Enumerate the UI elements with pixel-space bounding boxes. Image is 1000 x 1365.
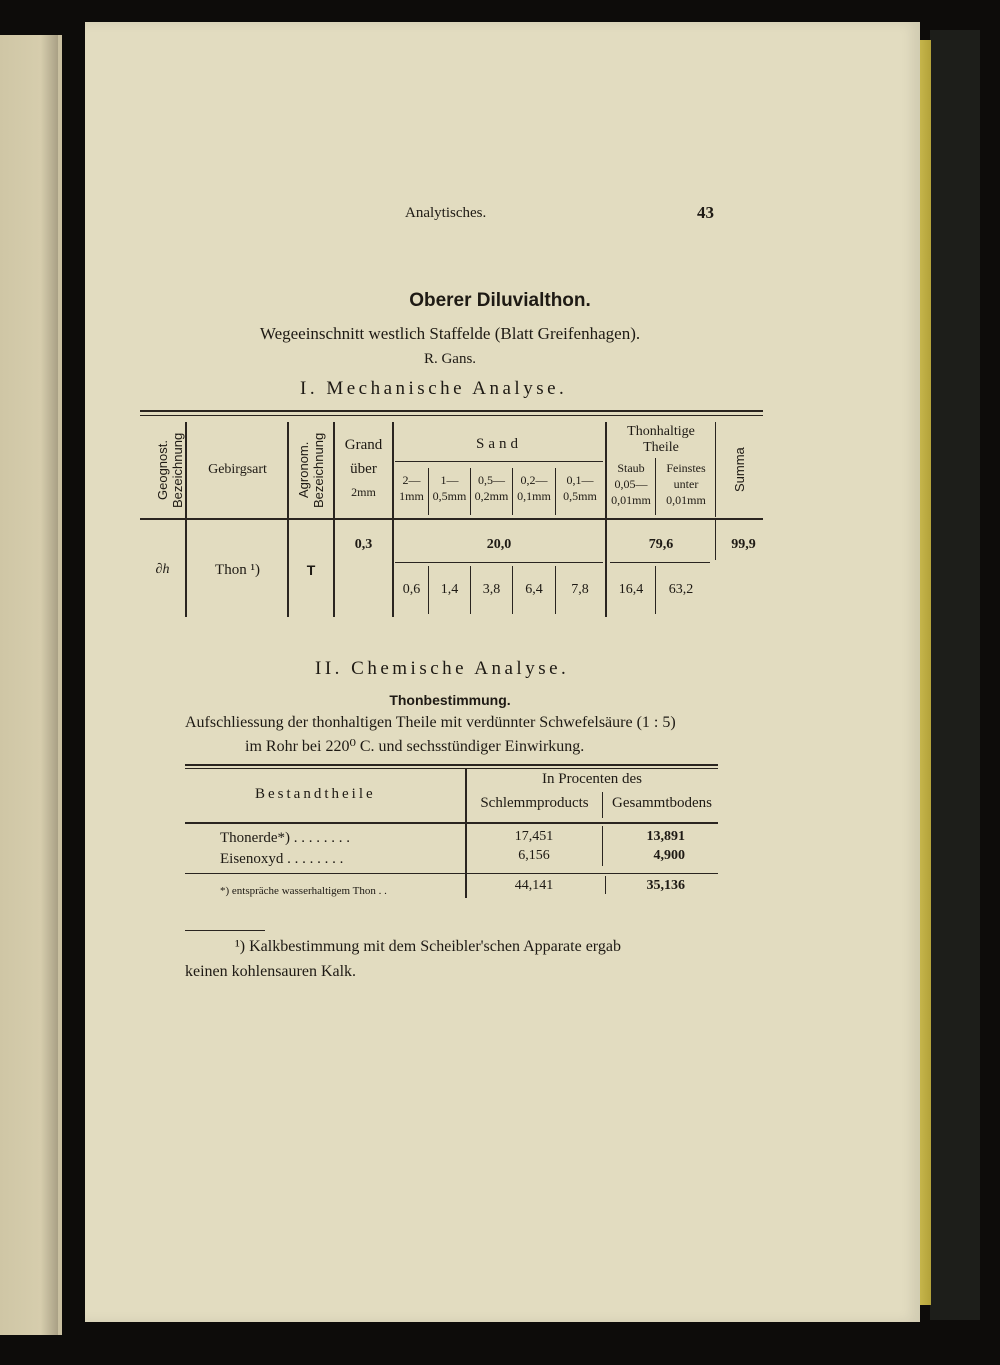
total-schlemm: 44,141 [514,878,554,893]
col-header-staub: Staub 0,05— 0,01mm [611,461,651,507]
author-line: R. Gans. [423,351,477,367]
row-gesammt: 4,900 [653,848,685,863]
location-line: Wegeeinschnitt westlich Staffelde (Blatt Greifenhagen). [259,324,641,343]
mechanical-analysis-heading: I. Mechanische Analyse. [300,378,568,399]
cell-grand: 0,3 [354,537,373,552]
running-title: Analytisches. [405,205,487,221]
col-header-percent: In Procenten des [542,771,642,787]
sand-range: 0,1— 0,5mm [563,473,597,503]
col-header-gesammt: Gesammtbodens [612,795,712,811]
cell-staub: 16,4 [618,582,644,597]
cell-sand-value: 1,4 [440,582,459,597]
col-header-geognost: Geognost. Bezeichnung [155,432,185,508]
col-header-grand-ueber: über [350,461,377,477]
col-header-agronom: Agronom. Bezeichnung [296,432,326,508]
cell-geognost: ∂h [155,562,170,577]
sand-range: 1— 0,5mm [432,473,467,503]
col-header-gebirgsart: Gebirgsart [208,462,267,477]
row-schlemm: 17,451 [514,829,554,844]
left-page [0,35,58,1335]
cell-sand-total: 20,0 [486,537,512,552]
footnote-line-2: keinen kohlensauren Kalk. [185,963,357,980]
row-gesammt: 13,891 [646,829,685,844]
section-title: Oberer Diluvialthon. [409,290,591,311]
sand-range: 2— 1mm [399,473,424,503]
cell-summa: 99,9 [731,537,756,552]
footnote-rule [185,930,265,931]
cell-thon-total: 79,6 [648,537,674,552]
page-number: 43 [697,203,714,222]
chemical-analysis-heading: II. Chemische Analyse. [315,658,570,679]
row-name: Eisenoxyd . . . . . . . . [220,851,344,867]
col-header-schlemm: Schlemmproducts [480,795,589,811]
cell-sand-value: 7,8 [571,582,589,597]
col-header-grand-size: 2mm [351,485,376,499]
col-header-summa: Summa [732,447,747,493]
cell-gebirgsart: Thon ¹) [215,562,260,578]
sand-range: 0,2— 0,1mm [517,473,551,503]
cell-sand-value: 3,8 [482,582,501,597]
sand-range: 0,5— 0,2mm [474,473,509,503]
chemical-description-1: Aufschliessung der thonhaltigen Theile mit verdünnter Schwefelsäure (1 : 5) [185,714,676,731]
col-header-bestandtheile: Bestandtheile [255,786,376,802]
row-name: Thonerde*) . . . . . . . . [220,830,350,846]
cell-feinstes: 63,2 [668,582,694,597]
col-header-thon: Thonhaltige Theile [627,424,695,455]
total-gesammt: 35,136 [646,878,685,893]
cell-sand-value: 6,4 [525,582,543,597]
book-binding [930,30,980,1320]
row-schlemm: 6,156 [518,848,550,863]
chemical-description-2: im Rohr bei 220⁰ C. und sechsstündiger Einwirkung. [245,738,585,755]
total-note: *) entspräche wasserhaltigem Thon . . [220,885,387,897]
chemical-subtitle: Thonbestimmung. [389,692,511,708]
col-header-feinstes: Feinstes unter 0,01mm [666,461,706,507]
cell-agronom: T [306,562,316,578]
col-header-grand: Grand [344,437,383,453]
cell-sand-value: 0,6 [402,582,421,597]
col-header-sand: Sand [476,436,522,452]
footnote-line-1: ¹) Kalkbestimmung mit dem Scheibler'schen Apparate ergab [235,938,621,955]
